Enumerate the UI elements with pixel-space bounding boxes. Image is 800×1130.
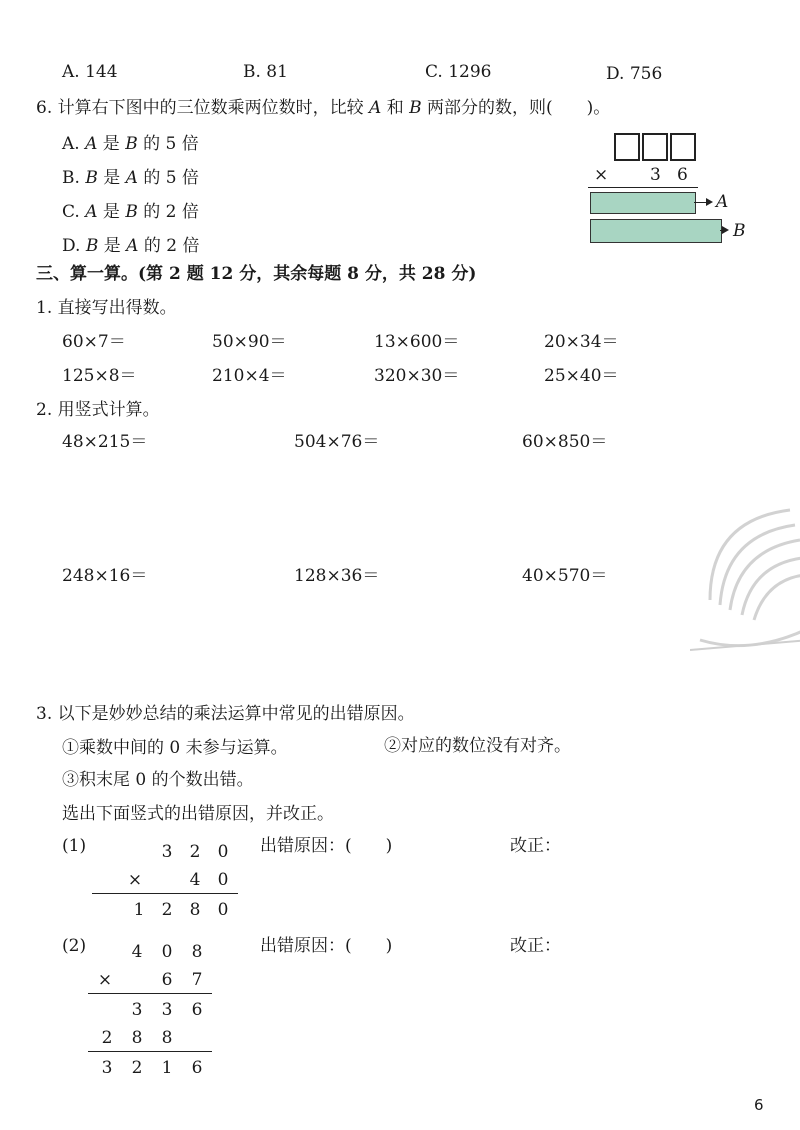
- v1-digit: 8: [189, 900, 201, 920]
- q6-option-var: A: [85, 134, 98, 154]
- q6-option-var: B: [85, 168, 98, 188]
- digit-box: [670, 133, 696, 161]
- stamp-watermark-icon: [690, 480, 800, 680]
- q3-reason-3: ③积末尾 0 的个数出错。: [62, 770, 254, 790]
- v2-digit: 6: [191, 1058, 203, 1078]
- fig-label-a: A: [716, 192, 729, 212]
- v1-digit: 1: [133, 900, 145, 920]
- q6-option-text: 是: [102, 202, 120, 222]
- q5-option-d: D. 756: [606, 64, 663, 84]
- q6-option-letter: A.: [62, 134, 80, 154]
- q6-option-var: B: [125, 202, 138, 222]
- v2-digit: 0: [161, 942, 173, 962]
- q6-option-letter: C.: [62, 202, 80, 222]
- q3-reason-1: ①乘数中间的 0 未参与运算。: [62, 738, 288, 758]
- q2-item: 60×850＝: [522, 432, 608, 452]
- sub2-label: (2): [62, 936, 87, 956]
- v2-digit: 1: [161, 1058, 173, 1078]
- arrow-a-line: [694, 202, 706, 203]
- q6-stem-a: A: [369, 98, 382, 118]
- v1-digit: 0: [217, 842, 229, 862]
- q6-option-var: B: [85, 236, 99, 256]
- v2-rule: [88, 1051, 212, 1052]
- sub2-cause: 出错原因：( ): [260, 936, 393, 956]
- arrow-a-head: [706, 198, 713, 206]
- q5-option-c: C. 1296: [425, 62, 492, 82]
- q1-item: 25×40＝: [544, 366, 619, 386]
- v2-digit: 8: [191, 942, 203, 962]
- q3-title: 3. 以下是妙妙总结的乘法运算中常见的出错原因。: [36, 704, 415, 724]
- v2-digit: 8: [131, 1028, 143, 1048]
- q3-reason-2: ②对应的数位没有对齐。: [384, 736, 571, 756]
- v1-rule: [92, 893, 238, 894]
- q6-option-letter: B.: [62, 168, 80, 188]
- q1-item: 13×600＝: [374, 332, 460, 352]
- fig-label-b: B: [733, 221, 746, 241]
- fig-rule: [588, 187, 698, 188]
- q5-option-a: A. 144: [62, 62, 118, 82]
- v2-digit: 3: [101, 1058, 113, 1078]
- q6-option-b: [62, 170, 199, 187]
- q1-title: 1. 直接写出得数。: [36, 298, 177, 318]
- v1-digit: 2: [161, 900, 173, 920]
- q1-item: 320×30＝: [374, 366, 460, 386]
- q6-option-c: [62, 204, 199, 221]
- q6-option-var: A: [125, 168, 138, 188]
- q1-item: 50×90＝: [212, 332, 287, 352]
- partial-b-box: [590, 219, 722, 243]
- v2-digit: 8: [161, 1028, 173, 1048]
- q6-option-d: [62, 238, 199, 255]
- q6-option-var: A: [126, 236, 139, 256]
- sub2-fix: 改正：: [510, 936, 561, 956]
- q2-item: 504×76＝: [294, 432, 380, 452]
- q1-item: 20×34＝: [544, 332, 619, 352]
- page-number: 6: [754, 1096, 764, 1114]
- q6-option-text: 是: [102, 134, 120, 154]
- v2-digit: 3: [161, 1000, 173, 1020]
- v2-rule: [88, 993, 212, 994]
- arrow-b-head: [722, 226, 729, 234]
- v2-digit: 6: [191, 1000, 203, 1020]
- v1-digit: 3: [161, 842, 173, 862]
- q5-option-b: B. 81: [243, 62, 288, 82]
- v1-digit: 2: [189, 842, 201, 862]
- q1-item: 210×4＝: [212, 366, 287, 386]
- q6-option-text: 的 2 倍: [143, 236, 200, 256]
- q2-item: 248×16＝: [62, 566, 148, 586]
- q6-option-text: 是: [103, 168, 121, 188]
- v2-digit: 4: [131, 942, 143, 962]
- q6-option-a: [62, 136, 199, 153]
- q3-instruction: 选出下面竖式的出错原因，并改正。: [62, 804, 334, 824]
- q6-option-text: 的 5 倍: [143, 134, 199, 154]
- q6-stem-b: B: [409, 98, 422, 118]
- sub1-fix: 改正：: [510, 836, 561, 856]
- sub1-label: (1): [62, 836, 87, 856]
- v2-digit: 3: [131, 1000, 143, 1020]
- v1-digit: 0: [217, 870, 229, 890]
- q2-item: 48×215＝: [62, 432, 148, 452]
- q6-option-letter: D.: [62, 236, 81, 256]
- v2-digit: 6: [161, 970, 173, 990]
- sub1-cause: 出错原因：( ): [260, 836, 393, 856]
- q6-option-var: A: [85, 202, 98, 222]
- fig-digit-3: 3: [650, 165, 661, 185]
- v1-digit: 4: [189, 870, 201, 890]
- q2-item: 128×36＝: [294, 566, 380, 586]
- q6-stem-text: 6. 计算右下图中的三位数乘两位数时，比较: [36, 98, 364, 118]
- q2-title: 2. 用竖式计算。: [36, 400, 160, 420]
- fig-times: ×: [594, 165, 609, 185]
- v2-digit: 2: [131, 1058, 143, 1078]
- q6-stem-and: 和: [386, 98, 404, 118]
- q1-item: 60×7＝: [62, 332, 126, 352]
- q6-option-text: 的 2 倍: [143, 202, 199, 222]
- q2-item: 40×570＝: [522, 566, 608, 586]
- digit-box: [614, 133, 640, 161]
- q6-stem: [36, 100, 610, 117]
- v1-digit: 0: [217, 900, 229, 920]
- q6-option-var: B: [125, 134, 138, 154]
- q6-stem-tail: 两部分的数，则( )。: [427, 98, 611, 118]
- q6-option-text: 的 5 倍: [143, 168, 199, 188]
- digit-box: [642, 133, 668, 161]
- v1-op: ×: [127, 870, 143, 890]
- v2-digit: 7: [191, 970, 203, 990]
- v2-digit: 2: [101, 1028, 113, 1048]
- partial-a-box: [590, 192, 696, 214]
- q1-item: 125×8＝: [62, 366, 137, 386]
- q6-option-text: 是: [103, 236, 121, 256]
- v2-op: ×: [97, 970, 113, 990]
- section3-heading: 三、算一算。(第 2 题 12 分，其余每题 8 分，共 28 分): [36, 264, 477, 284]
- fig-digit-6: 6: [677, 165, 688, 185]
